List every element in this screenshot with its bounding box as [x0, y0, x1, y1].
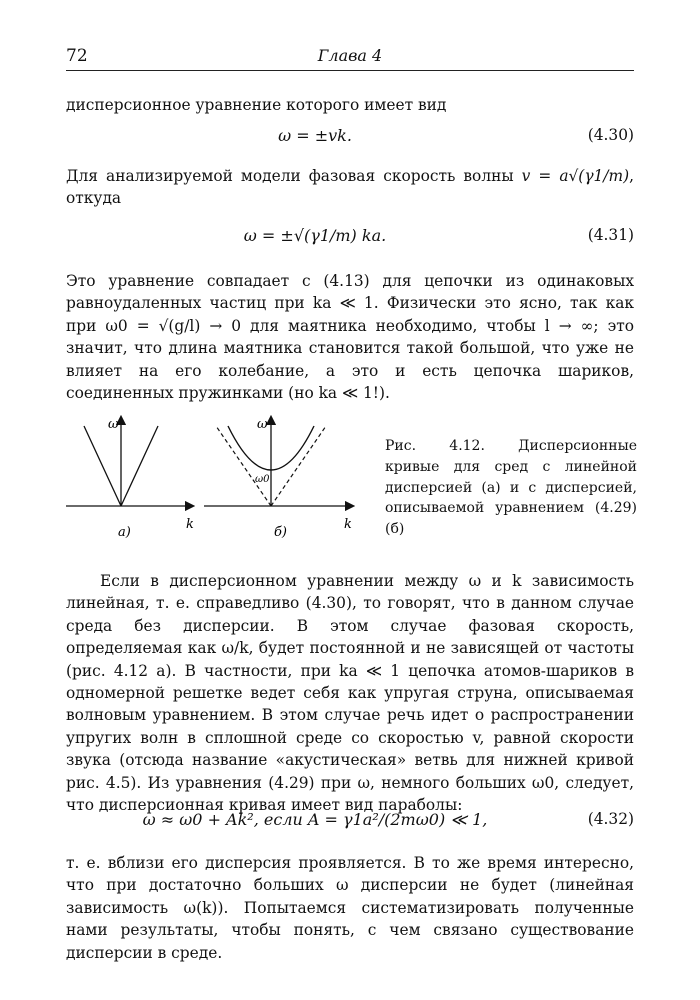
chapter-title: Глава 4 — [317, 46, 383, 65]
equation-4-32-number: (4.32) — [587, 810, 634, 828]
page-number: 72 — [66, 46, 88, 66]
paragraph-2 — [66, 165, 634, 210]
equation-4-31 — [66, 226, 634, 256]
figure-panel-a — [64, 412, 204, 544]
phase-velocity-formula: v = a√(γ1/m) — [521, 167, 630, 185]
equation-4-30-body: ω = ±vk. — [278, 126, 352, 145]
panel-a-x-label: k — [186, 517, 194, 532]
equation-4-31-body: ω = ±√(γ1/m) ka. — [243, 226, 387, 245]
figure-panel-b — [202, 412, 358, 544]
panel-b-sub-label: б) — [274, 525, 288, 540]
equation-4-31-number: (4.31) — [587, 226, 634, 244]
panel-a-y-label: ω — [108, 417, 119, 432]
equation-4-32 — [66, 810, 634, 840]
paragraph-2-text: Для анализируемой модели фазовая скорость волны — [66, 167, 514, 185]
running-header — [66, 44, 634, 71]
equation-4-30-number: (4.30) — [587, 126, 634, 144]
paragraph-3: Это уравнение совпадает с (4.13) для цепочки из одинаковых равноудаленных частиц при ka ≪ 1. Физически это ясно, так как при ω0 = √(g/l) → 0 для маятника необходимо, чтобы l → ∞; это значит, что длина маятника становится такой большой, что уже не влияет на его колебание, а это и есть цепочка шариков, соединенных пружинками (но ka ≪ 1!). — [66, 272, 634, 403]
paragraph-4: Если в дисперсионном уравнении между ω и k зависимость линейная, т. е. справедливо (4.30), то говорят, что в данном случае среда без дисперсии. В этом случае фазовая скорость, определяемая как ω/k, будет постоянной и не зависящей от частоты (рис. 4.12 а). В частности, при ka ≪ 1 цепочка атомов-шариков в одномерной решетке ведет себя как упругая струна, описываемая волновым уравнением. В этом случае речь идет о распространении упругих волн в сплошной среде со скоростью v, равной скорости звука (отсюда название «акустическая» ветвь для нижней кривой рис. 4.5). Из уравнения (4.29) при ω, немного больших ω0, следует, что дисперсионная кривая имеет вид параболы: — [66, 572, 634, 815]
paragraph-2-tail: , откуда — [66, 167, 634, 208]
paragraph-1: дисперсионное уравнение которого имеет вид — [66, 96, 447, 114]
asymptote-right — [271, 426, 326, 506]
equation-4-32-body: ω ≈ ω0 + Ak², если A = γ1a²/(2mω0) ≪ 1, — [142, 810, 488, 829]
equation-4-30 — [66, 126, 634, 156]
omega0-label: ω0 — [255, 474, 270, 485]
panel-a-sub-label: а) — [118, 525, 131, 540]
figure-caption: Рис. 4.12. Дисперсионные кривые для сред с линейной дисперсией (а) и с дисперсией, описываемой уравнением (4.29) (б) — [385, 438, 637, 538]
panel-b-y-label: ω — [257, 417, 268, 432]
asymptote-left — [216, 426, 271, 506]
linear-branch-right — [121, 426, 158, 506]
linear-branch-left — [84, 426, 121, 506]
paragraph-5: т. е. вблизи его дисперсия проявляется. В то же время интересно, что при достаточно больших ω дисперсии не будет (линейная зависимость ω(k)). Попытаемся систематизировать полученные нами результаты, чтобы понять, с чем связано существование дисперсии в среде. — [66, 854, 634, 962]
panel-b-x-label: k — [344, 517, 352, 532]
